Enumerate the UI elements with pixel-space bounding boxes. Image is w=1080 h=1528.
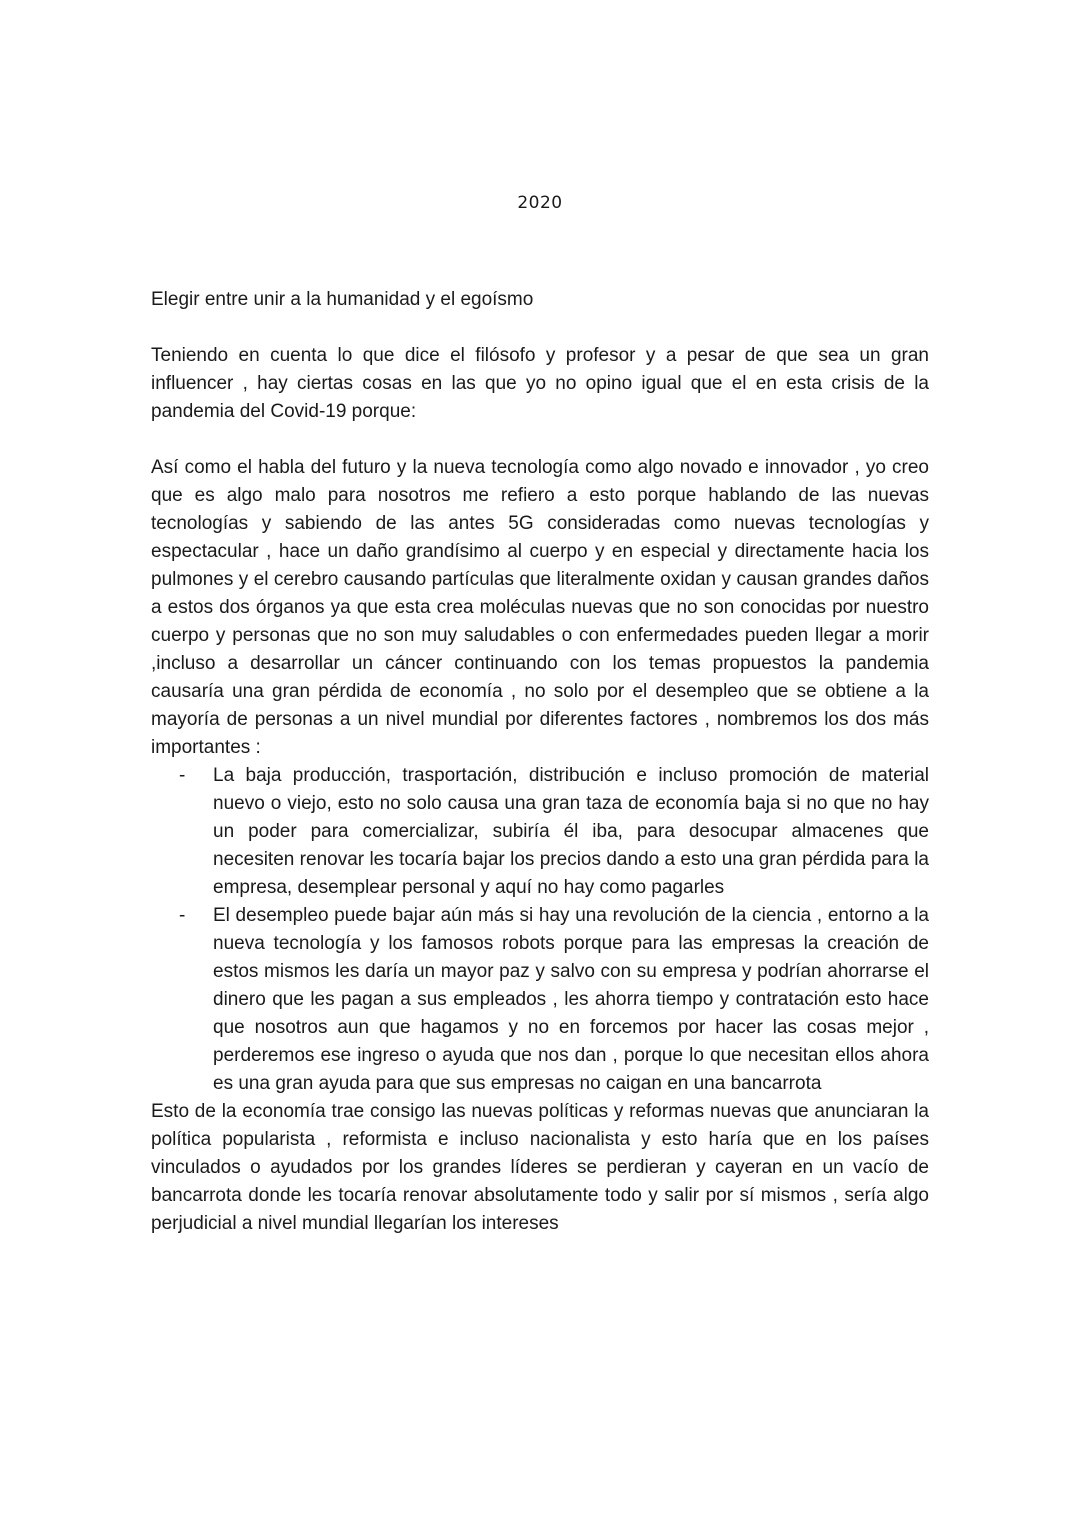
list-item-text: El desempleo puede bajar aún más si hay una revolución de la ciencia , entorno a la nueva tecnología y los famosos robots porque para las empresas la creación de estos mismos les daría un mayor paz y salvo con su empresa y podrían ahorrarse el dinero que les pagan a sus empleados , les ahorra tiempo y contratación esto hace que nosotros aun que hagamos y no en forcemos por hacer las cosas mejor , perderemos ese ingreso o ayuda que nos dan , porque lo que necesitan ellos ahora es una gran ayuda para que sus empresas no caigan en una bancarrota (213, 905, 929, 1094)
main-paragraph: Así como el habla del futuro y la nueva tecnología como algo novado e innovador , yo creo que es algo malo para nosotros me refiero a esto porque hablando de las nuevas tecnologías y sabiendo de las antes 5G consideradas como nuevas tecnologías y espectacular , hace un daño grandísimo al cuerpo y en especial y directamente hacia los pulmones y el cerebro causando partículas que literalmente oxidan y causan grandes daños a estos dos órganos ya que esta crea moléculas nuevas que no son conocidas por nuestro cuerpo y personas que no son muy saludables o con enfermedades pueden llegar a morir ,incluso a desarrollar un cáncer continuando con los temas propuestos la pandemia causaría una gran pérdida de economía , no solo por el desempleo que se obtiene a la mayoría de personas a un nivel mundial por diferentes factores , nombremos los dos más importantes : (151, 457, 929, 758)
intro-paragraph: Teniendo en cuenta lo que dice el filósofo y profesor y a pesar de que sea un gran influencer , hay ciertas cosas en las que yo no opino igual que el en esta crisis de la pandemia del Covid-19 porque: (151, 345, 929, 422)
essay-title: Elegir entre unir a la humanidad y el egoísmo (151, 289, 534, 310)
document-body (151, 286, 929, 1238)
list-item-text: La baja producción, trasportación, distribución e incluso promoción de material nuevo o viejo, esto no solo causa una gran taza de economía baja si no que no hay un poder para comercializar, subiría él iba, para desocupar almacenes que necesiten renovar les tocaría bajar los precios dando a esto una gran pérdida para la empresa, desemplear personal y aquí no hay como pagarles (213, 765, 929, 898)
bullet-marker: - (179, 905, 186, 926)
header-year: 2020 (517, 193, 563, 213)
closing-paragraph: Esto de la economía trae consigo las nuevas políticas y reformas nuevas que anunciaran la política popularista , reformista e incluso nacionalista y esto haría que en los países vinculados o ayudados por los grandes líderes se perdieran y cayeran en un vacío de bancarrota donde les tocaría renovar absolutamente todo y salir por sí mismos , sería algo perjudicial a nivel mundial llegarían los intereses (151, 1101, 929, 1234)
bullet-marker: - (179, 765, 186, 786)
list-item (151, 762, 929, 902)
list-item (151, 902, 929, 1098)
bullet-list (151, 762, 929, 1098)
